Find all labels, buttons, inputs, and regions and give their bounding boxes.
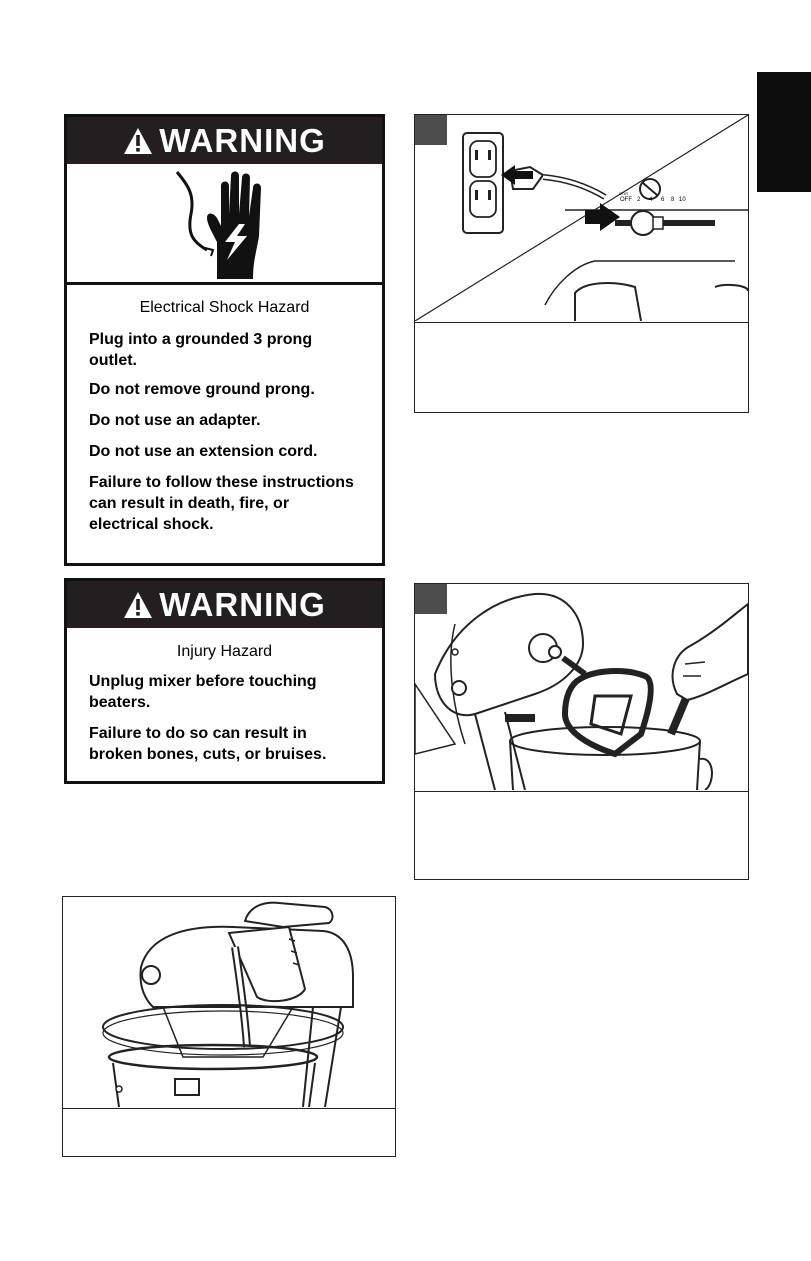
hazard-title: Injury Hazard — [176, 643, 273, 660]
warning-header — [67, 581, 382, 628]
warning-header — [67, 117, 382, 164]
warning-triangle-icon — [123, 591, 153, 619]
speed-label: 2 — [637, 197, 641, 203]
warning-header-text: WARNING — [159, 121, 326, 159]
speed-label: OFF — [620, 197, 632, 203]
warning-line: Do not use an adapter. — [89, 412, 261, 429]
electrical-warning-box — [64, 114, 385, 566]
warning-header-text: WARNING — [159, 585, 326, 623]
speed-label: STIR — [619, 191, 629, 196]
warning-line: Failure to do so can result in broken bones, cuts, or bruises. — [89, 725, 327, 763]
caption-divider — [415, 322, 748, 323]
caption-divider — [415, 791, 748, 792]
electric-shock-hand-icon — [67, 164, 382, 282]
outlet-plug-drawing — [415, 115, 748, 321]
beater-scraping-illustration — [414, 583, 749, 880]
pouring-shield-drawing — [63, 897, 395, 1107]
warning-line: Do not use an extension cord. — [89, 443, 318, 460]
warning-line: Plug into a grounded 3 prong outlet. — [89, 331, 313, 369]
shock-icon-area — [67, 164, 382, 285]
caption-divider — [63, 1108, 395, 1109]
mixer-beater-drawing — [415, 584, 748, 790]
speed-label: 4 — [649, 197, 653, 203]
warning-line: Unplug mixer before touching beaters. — [89, 673, 317, 711]
injury-warning-box — [64, 578, 385, 784]
warning-triangle-icon — [123, 127, 153, 155]
speed-label: 8 — [671, 197, 675, 203]
hazard-title: Electrical Shock Hazard — [139, 299, 310, 316]
speed-label: 10 — [679, 197, 686, 203]
speed-label: 6 — [661, 197, 665, 203]
pouring-illustration — [62, 896, 396, 1157]
language-tab — [757, 72, 811, 192]
warning-line: Failure to follow these instructions can result in death, fire, or electrical shock. — [89, 474, 354, 533]
warning-line: Do not remove ground prong. — [89, 381, 315, 398]
plug-in-illustration — [414, 114, 749, 413]
